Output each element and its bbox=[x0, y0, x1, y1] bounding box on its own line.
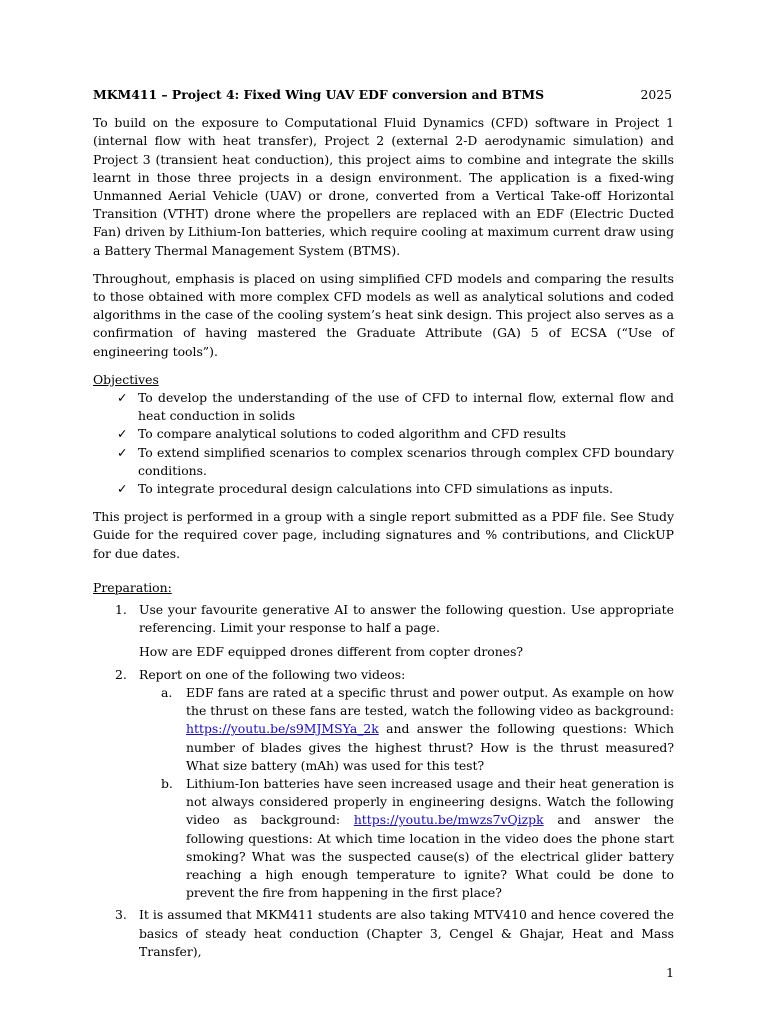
sub-item-letter: a. bbox=[161, 684, 173, 700]
video-link-thrust[interactable]: https://youtu.be/s9MJMSYa_2k bbox=[186, 721, 379, 737]
objective-item bbox=[93, 389, 674, 425]
video-option-a-questions: and answer the following questions: Which number of blades gives the highest thrust? How is the thrust measured? What size battery (mAh) was used for this test? bbox=[186, 721, 674, 773]
group-note: This project is performed in a group with a single report submitted as a PDF file. See Study Guide for the required cover page, including signatures and % contributions, and ClickUP for due dates. bbox=[93, 509, 674, 561]
page-content bbox=[93, 86, 674, 961]
preparation-item-2-text: Report on one of the following two videos: bbox=[139, 666, 406, 682]
preparation-item-1-text: Use your favourite generative AI to answer the following question. Use appropriate referencing. Limit your response to half a page. bbox=[139, 602, 674, 636]
objective-text: To compare analytical solutions to coded algorithm and CFD results bbox=[138, 426, 566, 442]
objectives-list bbox=[93, 389, 674, 498]
objectives-heading: Objectives bbox=[93, 371, 159, 387]
video-option-b-intro: Lithium-Ion batteries have seen increased usage and their heat generation is not always considered properly in engineering designs. Watch the following video as background: bbox=[186, 775, 674, 828]
item-number: 1. bbox=[115, 602, 127, 618]
intro-paragraph-1: To build on the exposure to Computational Fluid Dynamics (CFD) software in Project 1 (internal flow with heat transfer), Project 2 (external 2-D aerodynamic simulation) and Project 3 (transient heat conduction), this project aims to combine and integrate the skills learnt in those three projects in a design environment. The application is a fixed-wing Unmanned Aerial Vehicle (UAV) or drone, converted from a Vertical Take-off Horizontal Transition (VTHT) drone where the propellers are replaced with an EDF (Electric Ducted Fan) driven by Lithium-Ion batteries, which require cooling at maximum current draw using a Battery Thermal Management System (BTMS). bbox=[93, 115, 674, 258]
objective-item bbox=[93, 425, 674, 443]
sub-item-letter: b. bbox=[161, 775, 173, 791]
objective-item bbox=[93, 480, 674, 498]
objective-text: To develop the understanding of the use of CFD to internal flow, external flow and heat conduction in solids bbox=[138, 390, 674, 424]
preparation-item-2 bbox=[93, 666, 674, 903]
objective-text: To extend simplified scenarios to complex scenarios through complex CFD boundary conditions. bbox=[138, 444, 674, 478]
item-number: 2. bbox=[115, 666, 127, 682]
video-option-a-text bbox=[186, 684, 674, 775]
video-option-a bbox=[139, 684, 674, 775]
document-year: 2025 bbox=[640, 87, 672, 102]
ai-question: How are EDF equipped drones different from copter drones? bbox=[139, 644, 524, 660]
objective-text: To integrate procedural design calculations into CFD simulations as inputs. bbox=[138, 481, 613, 497]
video-link-battery-fire[interactable]: https://youtu.be/mwzs7vQizpk bbox=[353, 812, 544, 828]
check-icon: ✓ bbox=[117, 481, 128, 497]
video-option-b bbox=[139, 775, 674, 902]
video-option-b-questions: and answer the following questions: At which time location in the video does the phone start smoking? What was the suspected cause(s) of the electrical glider battery reaching a high enough temperature to ignite? What could be done to prevent the fire from happening in the first place? bbox=[186, 812, 674, 901]
preparation-list bbox=[93, 601, 674, 961]
check-icon: ✓ bbox=[117, 390, 128, 406]
title-row bbox=[93, 86, 674, 104]
preparation-heading: Preparation: bbox=[93, 579, 172, 595]
video-options-list bbox=[139, 684, 674, 902]
page-number: 1 bbox=[666, 965, 674, 980]
check-icon: ✓ bbox=[117, 444, 128, 460]
preparation-item-3-text: It is assumed that MKM411 students are also taking MTV410 and hence covered the basics of steady heat conduction (Chapter 3, Cengel & Ghajar, Heat and Mass Transfer), bbox=[139, 907, 674, 959]
preparation-item-3 bbox=[93, 906, 674, 961]
document-title: MKM411 – Project 4: Fixed Wing UAV EDF conversion and BTMS bbox=[93, 87, 545, 102]
video-option-a-intro: EDF fans are rated at a specific thrust and power output. As example on how the thrust on these fans are tested, watch the following video as background: bbox=[186, 684, 674, 719]
video-option-b-text bbox=[186, 775, 674, 902]
check-icon: ✓ bbox=[117, 426, 128, 442]
preparation-item-1 bbox=[93, 601, 674, 662]
intro-paragraph-2: Throughout, emphasis is placed on using simplified CFD models and comparing the results to those obtained with more complex CFD models as well as analytical solutions and coded algorithms in the case of the cooling system’s heat sink design. This project also serves as a confirmation of having mastered the Graduate Attribute (GA) 5 of ECSA (“Use of engineering tools”). bbox=[93, 270, 674, 359]
item-number: 3. bbox=[115, 907, 127, 923]
objective-item bbox=[93, 444, 674, 480]
